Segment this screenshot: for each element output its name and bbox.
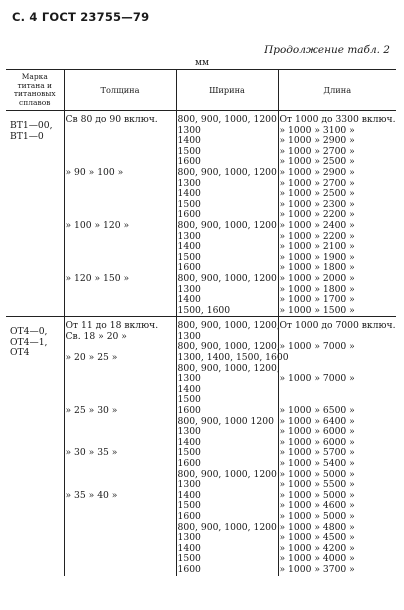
- length-cell: [278, 111, 396, 317]
- thickness-line: [66, 136, 175, 147]
- length-line: » 1000 » 2500 »: [279, 156, 355, 168]
- width-line: 1400: [177, 542, 201, 554]
- width-line: 1300: [177, 283, 201, 295]
- thickness-cell: [64, 111, 176, 317]
- length-line: » 1000 » 5700 »: [279, 447, 355, 459]
- width-line: 1400: [177, 188, 201, 200]
- length-line: » 1000 » 5000 »: [279, 468, 355, 480]
- length-line: » 1000 » 1700 »: [279, 294, 355, 306]
- width-line: 1600: [177, 510, 201, 522]
- length-line: » 1000 » 2400 »: [279, 219, 355, 231]
- column-header-grade: Марка титана и титановых сплавов: [6, 70, 64, 111]
- width-line: 1600: [177, 563, 201, 575]
- thickness-line: [66, 189, 175, 200]
- length-line: От 1000 до 3300 включ.: [279, 114, 396, 125]
- width-line: 1400: [177, 436, 201, 448]
- length-line: » 1000 » 4500 »: [279, 532, 355, 544]
- table-continuation-label: Продолжение табл. 2: [264, 44, 390, 56]
- length-line: » 1000 » 2700 »: [279, 145, 355, 157]
- length-line: » 1000 » 4600 »: [279, 500, 355, 512]
- thickness-line: [66, 512, 175, 523]
- table-row: [6, 317, 396, 576]
- thickness-line: » 120 » 150 »: [65, 272, 130, 284]
- thickness-line: » 20 » 25 »: [65, 352, 118, 364]
- thickness-line: [66, 179, 175, 190]
- length-line: » 1000 » 7000 »: [279, 373, 355, 385]
- width-line: 1300: [177, 373, 201, 385]
- thickness-line: Св 80 до 90 включ.: [65, 114, 158, 125]
- length-line: » 1000 » 2900 »: [279, 135, 355, 147]
- thickness-line: [66, 232, 175, 243]
- length-line: От 1000 до 7000 включ.: [279, 320, 396, 332]
- thickness-cell: [64, 317, 176, 576]
- width-line: 1300: [177, 532, 201, 544]
- thickness-line: » 35 » 40 »: [65, 489, 118, 501]
- length-line: » 1000 » 3100 »: [279, 124, 355, 136]
- thickness-line: [66, 242, 175, 253]
- width-cell: [176, 317, 289, 576]
- length-line: » 1000 » 2200 »: [279, 230, 355, 242]
- column-header-width: Ширина: [176, 70, 278, 111]
- width-line: 800, 900, 1000, 1200: [177, 114, 277, 125]
- length-line: » 1000 » 2700 »: [279, 177, 355, 189]
- length-line: » 1000 » 7000 »: [279, 341, 355, 353]
- width-line: 1400: [177, 135, 201, 147]
- length-line: » 1000 » 6500 »: [279, 405, 355, 417]
- table-header-row: [6, 70, 396, 111]
- width-line: 800, 900, 1000, 1200: [177, 468, 277, 480]
- width-line: 1300: [177, 124, 201, 136]
- length-line: » 1000 » 2200 »: [279, 209, 355, 221]
- width-line: 1600: [177, 458, 201, 469]
- length-line: » 1000 » 2100 »: [279, 241, 355, 253]
- length-line: » 1000 » 4000 »: [279, 553, 355, 565]
- thickness-line: [66, 147, 175, 158]
- length-line: » 1000 » 5400 »: [279, 458, 355, 469]
- width-cell: [176, 111, 278, 317]
- grade-line: ВТ1—0: [10, 130, 44, 142]
- thickness-line: [66, 253, 175, 264]
- thickness-line: » 30 » 35 »: [65, 447, 118, 459]
- width-line: 800, 900, 1000, 1200,: [177, 341, 280, 353]
- thickness-line: [66, 417, 175, 428]
- width-line: 1600: [177, 209, 201, 221]
- length-line: » 1000 » 2000 »: [279, 272, 355, 284]
- length-line: » 1000 » 1800 »: [279, 262, 355, 274]
- width-line: 800, 900, 1000, 1200: [177, 272, 277, 284]
- column-header-thickness: Толщина: [64, 70, 176, 111]
- length-line: » 1000 » 5000 »: [279, 489, 355, 501]
- width-line: 800, 900, 1000, 1200: [177, 521, 277, 533]
- width-line: 1500: [177, 553, 201, 565]
- thickness-line: [66, 501, 175, 512]
- width-line: 1500: [177, 500, 201, 512]
- length-line: » 1000 » 1900 »: [279, 251, 355, 263]
- thickness-line: » 100 » 120 »: [65, 219, 130, 231]
- length-line: » 1000 » 2500 »: [279, 188, 355, 200]
- width-line: 1300: [177, 330, 201, 342]
- width-line: 1300, 1400, 1500, 1600: [177, 352, 289, 364]
- width-line: 1600: [177, 405, 201, 417]
- width-line: 800, 900, 1000, 1200: [177, 166, 277, 178]
- length-cell: [278, 317, 396, 576]
- thickness-line: [66, 126, 175, 137]
- thickness-line: [66, 459, 175, 470]
- thickness-line: [66, 470, 175, 481]
- thickness-line: От 11 до 18 включ.: [65, 320, 159, 332]
- thickness-line: Св. 18 » 20 »: [65, 330, 127, 342]
- thickness-line: [66, 295, 175, 306]
- thickness-line: [66, 523, 175, 534]
- length-line: [280, 385, 396, 396]
- grade-line: ОТ4—1,: [10, 336, 48, 348]
- length-line: [280, 353, 396, 364]
- width-line: 800, 900, 1000, 1200: [177, 219, 277, 231]
- width-line: 1400: [177, 383, 201, 395]
- thickness-line: [66, 385, 175, 396]
- width-line: 1400: [177, 294, 201, 306]
- width-line: 1400: [177, 489, 201, 501]
- length-line: » 1000 » 3700 »: [279, 563, 355, 575]
- thickness-line: [66, 374, 175, 385]
- width-line: 1300: [177, 230, 201, 242]
- width-line: 1500: [177, 198, 201, 210]
- page-header: С. 4 ГОСТ 23755—79: [12, 10, 150, 24]
- length-line: » 1000 » 1500 »: [279, 304, 355, 316]
- width-line: 800, 900, 1000, 1200,: [177, 320, 280, 332]
- length-line: » 1000 » 2900 »: [279, 166, 355, 178]
- width-line: 800, 900, 1000 1200: [177, 415, 274, 427]
- width-line: 800, 900, 1000, 1200,: [177, 362, 280, 374]
- length-line: » 1000 » 4200 »: [279, 542, 355, 554]
- width-line: 1400: [177, 241, 201, 253]
- length-line: » 1000 » 6400 »: [279, 415, 355, 427]
- length-line: » 1000 » 4800 »: [279, 521, 355, 533]
- thickness-line: [66, 427, 175, 438]
- width-line: 1500: [177, 447, 201, 459]
- length-line: » 1000 » 5500 »: [279, 479, 355, 491]
- thickness-line: [66, 200, 175, 211]
- grade-line: ОТ4: [10, 347, 30, 359]
- unit-label: мм: [194, 58, 209, 68]
- grade-line: ОТ4—0,: [10, 326, 48, 338]
- width-line: 1300: [177, 479, 201, 491]
- width-line: 1600: [177, 156, 201, 168]
- length-line: » 1000 » 2300 »: [279, 198, 355, 210]
- length-line: » 1000 » 1800 »: [279, 283, 355, 295]
- thickness-line: » 90 » 100 »: [65, 166, 124, 178]
- width-line: 1500: [177, 145, 201, 157]
- width-line: 1300: [177, 426, 201, 438]
- column-header-length: Длина: [278, 70, 396, 111]
- thickness-line: [66, 285, 175, 296]
- thickness-line: [66, 364, 175, 375]
- width-line: 1300: [177, 177, 201, 189]
- table-row: [6, 111, 396, 317]
- width-line: 1600: [177, 262, 201, 274]
- thickness-line: [66, 306, 175, 317]
- grade-cell: [6, 111, 64, 317]
- length-line: » 1000 » 6000 »: [279, 436, 355, 448]
- thickness-line: [66, 533, 175, 544]
- grade-cell: [6, 317, 64, 576]
- length-line: » 1000 » 5000 »: [279, 510, 355, 522]
- width-line: 1500: [177, 251, 201, 263]
- grade-line: ВТ1—00,: [10, 120, 53, 131]
- length-line: » 1000 » 6000 »: [279, 426, 355, 438]
- dimensions-table: [6, 69, 396, 576]
- thickness-line: » 25 » 30 »: [65, 405, 118, 417]
- width-line: 1500, 1600: [177, 304, 231, 316]
- width-line: 1500: [177, 394, 201, 406]
